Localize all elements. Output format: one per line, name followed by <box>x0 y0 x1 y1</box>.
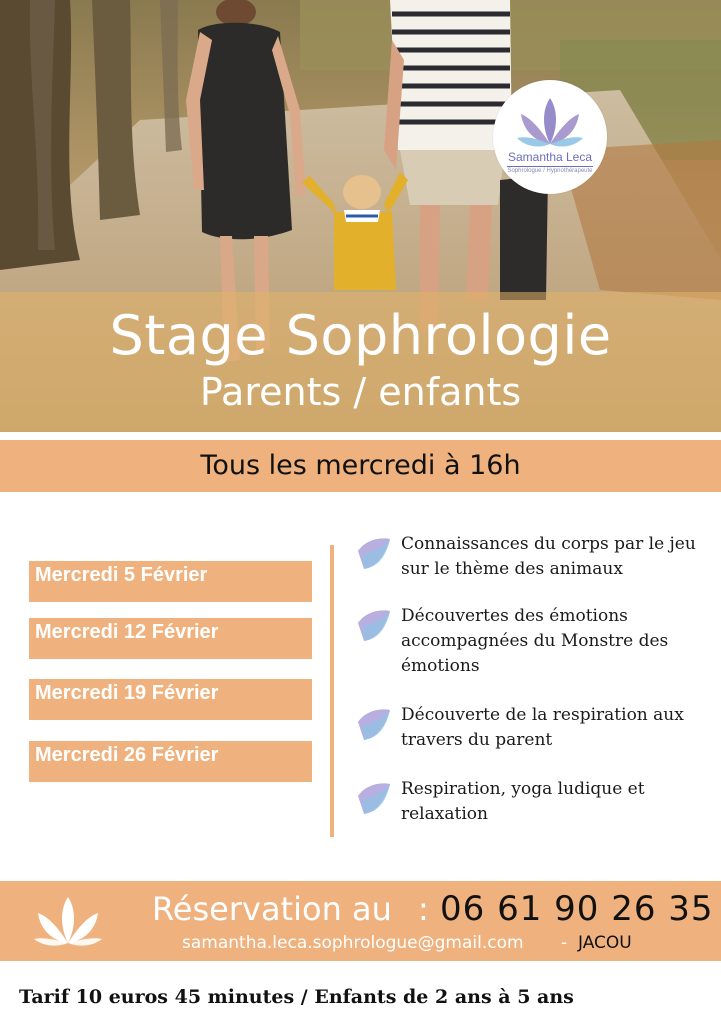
leaf-icon <box>356 780 392 816</box>
reservation-separator: - <box>561 933 568 953</box>
activity-text: Découvertes des émotions accompagnées du Monstre des émotions <box>401 606 669 676</box>
logo-name: Samantha Leca <box>507 150 593 164</box>
date-item <box>29 561 312 602</box>
leaf-icon <box>356 706 392 742</box>
activity-text: Respiration, yoga ludique et relaxation <box>401 779 645 824</box>
date-item <box>29 679 312 720</box>
date-label: Mercredi 19 Février <box>35 682 219 704</box>
logo-divider <box>507 166 593 167</box>
date-label: Mercredi 5 Février <box>35 564 208 586</box>
logo-tagline: Sophrologue / Hypnothérapeute <box>507 168 593 174</box>
activity-text: Connaissances du corps par le jeu sur le thème des animaux <box>401 534 696 579</box>
leaf-icon <box>356 607 392 643</box>
date-label: Mercredi 12 Février <box>35 621 219 643</box>
reservation-colon: : <box>418 890 429 928</box>
logo-badge <box>493 80 607 194</box>
date-item <box>29 618 312 659</box>
lotus-icon <box>515 94 585 150</box>
schedule-text: Tous les mercredi à 16h <box>200 450 521 481</box>
page-subtitle: Parents / enfants <box>199 370 522 414</box>
reservation-bar <box>0 881 721 961</box>
lotus-icon <box>32 895 104 947</box>
phone-number[interactable]: 06 61 90 26 35 <box>440 889 714 929</box>
schedule-bar <box>0 440 721 492</box>
leaf-icon <box>356 535 392 571</box>
date-label: Mercredi 26 Février <box>35 744 219 766</box>
email-address[interactable]: samantha.leca.sophrologue@gmail.com <box>182 933 524 953</box>
page-title: Stage Sophrologie <box>109 304 612 367</box>
city-name: JACOU <box>578 933 632 953</box>
activity-text: Découverte de la respiration aux travers du parent <box>401 705 684 750</box>
reservation-label: Réservation au <box>152 890 392 928</box>
pricing-footer: Tarif 10 euros 45 minutes / Enfants de 2 ans à 5 ans <box>19 986 574 1008</box>
vertical-divider <box>330 545 334 837</box>
date-item <box>29 741 312 782</box>
